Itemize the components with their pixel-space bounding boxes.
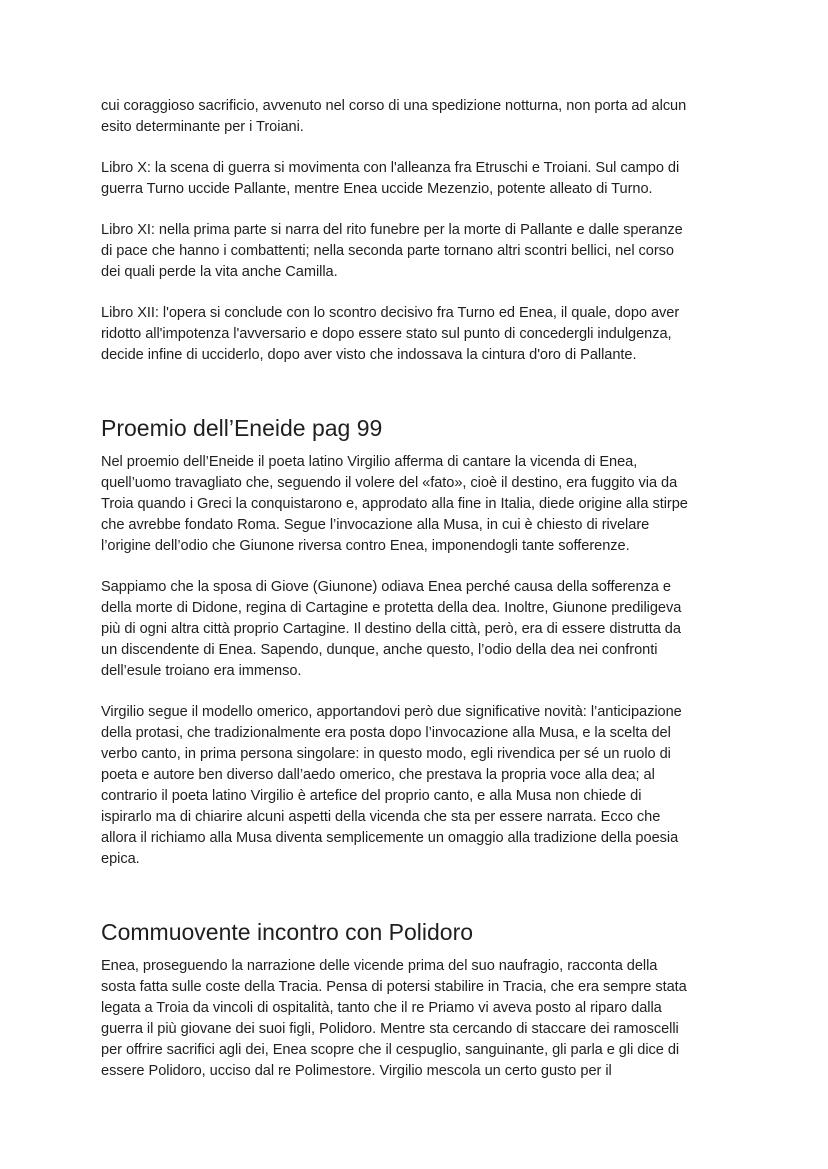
paragraph-libro-xii [101, 303, 731, 366]
text-line: Nel proemio dell’Eneide il poeta latino Virgilio afferma di cantare la vicenda di Enea, [101, 454, 638, 470]
text-line: per offrire sacrifici agli dei, Enea scopre che il cespuglio, sanguinante, gli parla e gli dice di [101, 1042, 680, 1058]
paragraph-proemio-2 [101, 577, 731, 682]
text-line: dell’esule troiano era immenso. [101, 663, 302, 679]
document-page [101, 96, 731, 1102]
spacer [101, 386, 731, 414]
paragraph-libro-x [101, 158, 731, 200]
text-line: Sappiamo che la sposa di Giove (Giunone) odiava Enea perché causa della sofferenza e [101, 579, 671, 595]
text-line: di pace che hanno i combattenti; nella seconda parte tornano altri scontri bellici, nel corso [101, 243, 674, 259]
text-line: Virgilio segue il modello omerico, apportandovi però due significative novità: l’anticipazione [101, 704, 682, 720]
text-line: ispirarlo ma di chiarire alcuni aspetti della vicenda che sta per essere narrata. Ecco che [101, 809, 661, 825]
text-line: Libro X: la scena di guerra si movimenta con l'alleanza fra Etruschi e Troiani. Sul campo di [101, 160, 680, 176]
text-line: ridotto all'impotenza l'avversario e dopo essere stato sul punto di concedergli indulgenza, [101, 326, 672, 342]
text-line: guerra il più giovane dei suoi figli, Polidoro. Mentre sta cercando di staccare dei ramoscelli [101, 1021, 679, 1037]
text-line: cui coraggioso sacrificio, avvenuto nel corso di una spedizione notturna, non porta ad alcun [101, 98, 687, 114]
text-line: l’origine dell’odio che Giunone riversa contro Enea, imponendogli tante sofferenze. [101, 538, 630, 554]
text-line: quell’uomo travagliato che, seguendo il volere del «fato», cioè il destino, era fuggito via da [101, 475, 678, 491]
paragraph-polidoro [101, 956, 731, 1082]
text-line: della morte di Didone, regina di Cartagine e protetta della dea. Inoltre, Giunone prediligeva [101, 600, 682, 616]
paragraph-proemio-3 [101, 702, 731, 870]
text-line: poeta e autore ben diverso dall’aedo omerico, che prestava la propria voce alla dea; al [101, 767, 655, 783]
spacer [101, 890, 731, 918]
paragraph-libro-xi [101, 220, 731, 283]
text-line: verbo canto, in prima persona singolare: in questo modo, egli rivendica per sé un ruolo di [101, 746, 671, 762]
text-line: Libro XII: l'opera si conclude con lo scontro decisivo fra Turno ed Enea, il quale, dopo aver [101, 305, 680, 321]
text-line: sosta fatta sulle coste della Tracia. Pensa di potersi stabilire in Tracia, che era sempre stata [101, 979, 687, 995]
heading-polidoro: Commuovente incontro con Polidoro [101, 919, 474, 945]
text-line: decide infine di ucciderlo, dopo aver visto che indossava la cintura d'oro di Pallante. [101, 347, 637, 363]
text-line: epica. [101, 851, 140, 867]
text-line: guerra Turno uccide Pallante, mentre Enea uccide Mezenzio, potente alleato di Turno. [101, 181, 653, 197]
text-line: essere Polidoro, ucciso dal re Polimestore. Virgilio mescola un certo gusto per il [101, 1063, 612, 1079]
text-line: un discendente di Enea. Sapendo, dunque, anche questo, l’odio della dea nei confronti [101, 642, 658, 658]
text-line: Enea, proseguendo la narrazione delle vicende prima del suo naufragio, racconta della [101, 958, 658, 974]
heading-proemio: Proemio dell’Eneide pag 99 [101, 415, 383, 441]
text-line: legata a Troia da vincoli di ospitalità, tanto che il re Priamo vi aveva posto al riparo dalla [101, 1000, 662, 1016]
text-line: esito determinante per i Troiani. [101, 119, 304, 135]
text-line: Troia quando i Greci la conquistarono e, approdato alla fine in Italia, diede origine alla stirpe [101, 496, 688, 512]
text-line: allora il richiamo alla Musa diventa semplicemente un omaggio alla tradizione della poesia [101, 830, 679, 846]
paragraph-proemio-1 [101, 452, 731, 557]
text-line: che avrebbe fondato Roma. Segue l’invocazione alla Musa, in cui è chiesto di rivelare [101, 517, 650, 533]
text-line: contrario il poeta latino Virgilio è artefice del proprio canto, e alla Musa non chiede di [101, 788, 642, 804]
text-line: Libro XI: nella prima parte si narra del rito funebre per la morte di Pallante e dalle speranze [101, 222, 683, 238]
text-line: più di ogni altra città proprio Cartagine. Il destino della città, però, era di essere distrutta da [101, 621, 681, 637]
text-line: dei quali perde la vita anche Camilla. [101, 264, 338, 280]
text-line: della protasi, che tradizionalmente era posta dopo l’invocazione alla Musa, e la scelta del [101, 725, 671, 741]
paragraph-nisus-euryalus [101, 96, 731, 138]
